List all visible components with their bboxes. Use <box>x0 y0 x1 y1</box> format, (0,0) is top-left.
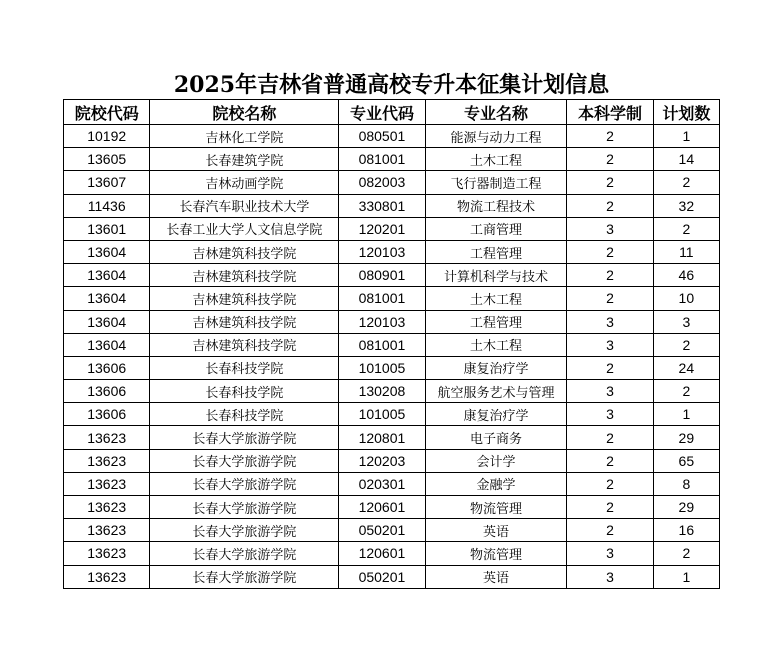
plan-count-cell: 8 <box>653 472 719 495</box>
school-name-cell: 吉林建筑科技学院 <box>150 310 339 333</box>
plan-count-cell: 1 <box>653 125 719 148</box>
table-row <box>64 472 720 495</box>
school-name-cell: 长春大学旅游学院 <box>150 472 339 495</box>
school-name-cell: 长春大学旅游学院 <box>150 565 339 588</box>
document-title: 2025年吉林省普通高校专升本征集计划信息 <box>173 72 610 98</box>
study-years-cell: 3 <box>567 380 653 403</box>
school-code-cell: 13623 <box>64 472 150 495</box>
school-code-cell: 13606 <box>64 380 150 403</box>
study-years-cell: 2 <box>567 426 653 449</box>
header-plan-count: 计划数 <box>653 100 719 125</box>
study-years-cell: 2 <box>567 194 653 217</box>
school-code-cell: 13623 <box>64 542 150 565</box>
major-name-cell: 康复治疗学 <box>425 403 567 426</box>
table-row <box>64 426 720 449</box>
table-row <box>64 264 720 287</box>
major-name-cell: 土木工程 <box>425 287 567 310</box>
study-years-cell: 3 <box>567 403 653 426</box>
study-years-cell: 2 <box>567 472 653 495</box>
enrollment-plan-table <box>63 99 720 589</box>
school-code-cell: 13606 <box>64 403 150 426</box>
table-row <box>64 333 720 356</box>
major-code-cell: 020301 <box>339 472 425 495</box>
school-name-cell: 长春大学旅游学院 <box>150 449 339 472</box>
table-row <box>64 565 720 588</box>
school-code-cell: 13606 <box>64 356 150 379</box>
major-name-cell: 会计学 <box>425 449 567 472</box>
school-code-cell: 13623 <box>64 426 150 449</box>
major-code-cell: 330801 <box>339 194 425 217</box>
table-row <box>64 148 720 171</box>
table-row <box>64 194 720 217</box>
table-row <box>64 449 720 472</box>
school-code-cell: 10192 <box>64 125 150 148</box>
major-name-cell: 工程管理 <box>425 240 567 263</box>
study-years-cell: 2 <box>567 496 653 519</box>
school-name-cell: 吉林化工学院 <box>150 125 339 148</box>
table-row <box>64 356 720 379</box>
school-name-cell: 长春科技学院 <box>150 403 339 426</box>
school-name-cell: 吉林建筑科技学院 <box>150 333 339 356</box>
school-name-cell: 长春大学旅游学院 <box>150 426 339 449</box>
plan-count-cell: 29 <box>653 426 719 449</box>
major-code-cell: 120103 <box>339 310 425 333</box>
major-code-cell: 120601 <box>339 496 425 519</box>
table-row <box>64 287 720 310</box>
school-name-cell: 吉林动画学院 <box>150 171 339 194</box>
table-row <box>64 542 720 565</box>
study-years-cell: 3 <box>567 217 653 240</box>
header-school-name: 院校名称 <box>150 100 339 125</box>
major-code-cell: 082003 <box>339 171 425 194</box>
school-code-cell: 11436 <box>64 194 150 217</box>
school-code-cell: 13607 <box>64 171 150 194</box>
plan-count-cell: 46 <box>653 264 719 287</box>
plan-count-cell: 32 <box>653 194 719 217</box>
major-code-cell: 081001 <box>339 148 425 171</box>
major-name-cell: 航空服务艺术与管理 <box>425 380 567 403</box>
major-code-cell: 080901 <box>339 264 425 287</box>
school-name-cell: 长春汽车职业技术大学 <box>150 194 339 217</box>
school-code-cell: 13601 <box>64 217 150 240</box>
major-code-cell: 130208 <box>339 380 425 403</box>
school-name-cell: 长春大学旅游学院 <box>150 542 339 565</box>
table-row <box>64 217 720 240</box>
study-years-cell: 3 <box>567 333 653 356</box>
major-name-cell: 工程管理 <box>425 310 567 333</box>
school-name-cell: 吉林建筑科技学院 <box>150 264 339 287</box>
plan-count-cell: 1 <box>653 403 719 426</box>
school-name-cell: 长春工业大学人文信息学院 <box>150 217 339 240</box>
header-school-code: 院校代码 <box>64 100 150 125</box>
plan-count-cell: 2 <box>653 333 719 356</box>
table-row <box>64 171 720 194</box>
major-name-cell: 电子商务 <box>425 426 567 449</box>
plan-count-cell: 1 <box>653 565 719 588</box>
plan-count-cell: 3 <box>653 310 719 333</box>
study-years-cell: 2 <box>567 449 653 472</box>
plan-count-cell: 29 <box>653 496 719 519</box>
plan-count-cell: 2 <box>653 542 719 565</box>
major-name-cell: 飞行器制造工程 <box>425 171 567 194</box>
school-code-cell: 13604 <box>64 264 150 287</box>
table-row <box>64 310 720 333</box>
table-row <box>64 380 720 403</box>
study-years-cell: 3 <box>567 542 653 565</box>
school-code-cell: 13623 <box>64 519 150 542</box>
plan-count-cell: 2 <box>653 380 719 403</box>
study-years-cell: 3 <box>567 310 653 333</box>
major-code-cell: 120103 <box>339 240 425 263</box>
plan-count-cell: 16 <box>653 519 719 542</box>
table-row <box>64 519 720 542</box>
major-name-cell: 土木工程 <box>425 148 567 171</box>
major-code-cell: 101005 <box>339 356 425 379</box>
study-years-cell: 2 <box>567 125 653 148</box>
major-code-cell: 081001 <box>339 333 425 356</box>
table-body <box>64 125 720 589</box>
school-name-cell: 吉林建筑科技学院 <box>150 240 339 263</box>
major-code-cell: 120801 <box>339 426 425 449</box>
school-name-cell: 长春建筑学院 <box>150 148 339 171</box>
table-row <box>64 403 720 426</box>
plan-count-cell: 2 <box>653 171 719 194</box>
table-row <box>64 125 720 148</box>
table-row <box>64 240 720 263</box>
major-code-cell: 081001 <box>339 287 425 310</box>
major-code-cell: 050201 <box>339 565 425 588</box>
major-name-cell: 金融学 <box>425 472 567 495</box>
school-name-cell: 长春大学旅游学院 <box>150 519 339 542</box>
major-code-cell: 101005 <box>339 403 425 426</box>
plan-count-cell: 14 <box>653 148 719 171</box>
header-major-name: 专业名称 <box>425 100 567 125</box>
major-code-cell: 120203 <box>339 449 425 472</box>
table-row <box>64 496 720 519</box>
major-name-cell: 工商管理 <box>425 217 567 240</box>
school-code-cell: 13623 <box>64 565 150 588</box>
major-code-cell: 120201 <box>339 217 425 240</box>
major-name-cell: 康复治疗学 <box>425 356 567 379</box>
study-years-cell: 2 <box>567 287 653 310</box>
major-name-cell: 物流管理 <box>425 496 567 519</box>
plan-count-cell: 10 <box>653 287 719 310</box>
study-years-cell: 2 <box>567 171 653 194</box>
major-name-cell: 计算机科学与技术 <box>425 264 567 287</box>
table-header-row <box>64 100 720 125</box>
school-name-cell: 吉林建筑科技学院 <box>150 287 339 310</box>
major-code-cell: 120601 <box>339 542 425 565</box>
major-name-cell: 土木工程 <box>425 333 567 356</box>
study-years-cell: 3 <box>567 565 653 588</box>
school-code-cell: 13623 <box>64 496 150 519</box>
school-code-cell: 13604 <box>64 310 150 333</box>
study-years-cell: 2 <box>567 148 653 171</box>
school-code-cell: 13604 <box>64 333 150 356</box>
school-name-cell: 长春科技学院 <box>150 356 339 379</box>
major-code-cell: 050201 <box>339 519 425 542</box>
major-name-cell: 物流工程技术 <box>425 194 567 217</box>
school-name-cell: 长春大学旅游学院 <box>150 496 339 519</box>
major-name-cell: 能源与动力工程 <box>425 125 567 148</box>
school-name-cell: 长春科技学院 <box>150 380 339 403</box>
plan-count-cell: 2 <box>653 217 719 240</box>
plan-count-cell: 11 <box>653 240 719 263</box>
major-name-cell: 英语 <box>425 519 567 542</box>
header-study-years: 本科学制 <box>567 100 653 125</box>
school-code-cell: 13604 <box>64 287 150 310</box>
major-code-cell: 080501 <box>339 125 425 148</box>
school-code-cell: 13605 <box>64 148 150 171</box>
study-years-cell: 2 <box>567 264 653 287</box>
study-years-cell: 2 <box>567 519 653 542</box>
study-years-cell: 2 <box>567 356 653 379</box>
plan-count-cell: 24 <box>653 356 719 379</box>
school-code-cell: 13623 <box>64 449 150 472</box>
plan-count-cell: 65 <box>653 449 719 472</box>
header-major-code: 专业代码 <box>339 100 425 125</box>
major-name-cell: 物流管理 <box>425 542 567 565</box>
study-years-cell: 2 <box>567 240 653 263</box>
school-code-cell: 13604 <box>64 240 150 263</box>
major-name-cell: 英语 <box>425 565 567 588</box>
